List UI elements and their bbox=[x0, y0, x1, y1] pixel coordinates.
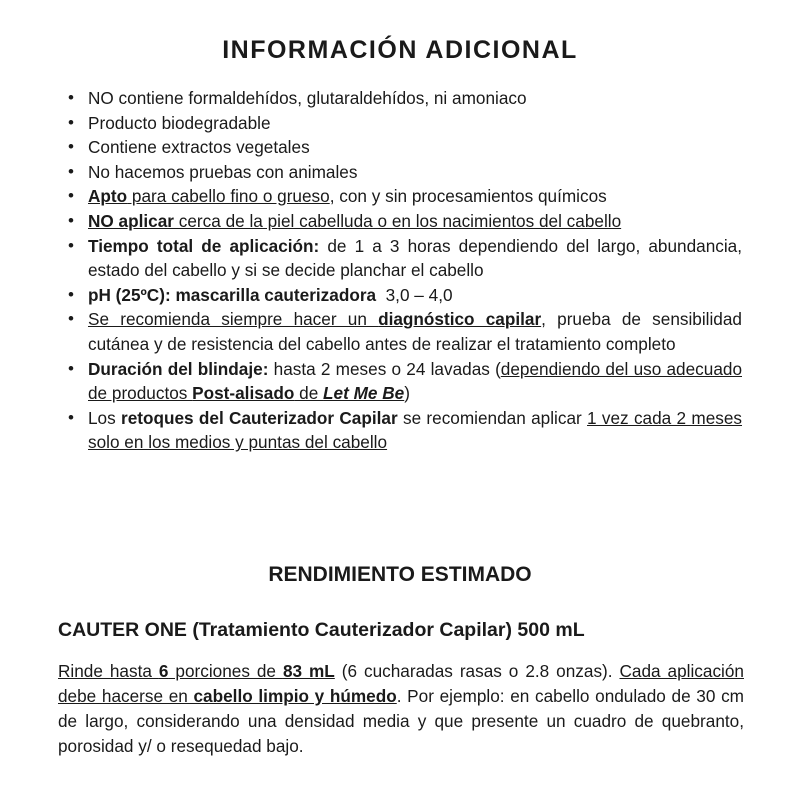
bullet-text: Contiene extractos vegetales bbox=[88, 137, 310, 158]
bold-text: diagnóstico capilar bbox=[378, 309, 542, 330]
bullet-text: Producto biodegradable bbox=[88, 112, 271, 133]
list-item bbox=[66, 234, 742, 283]
bold-text: pH (25ºC): mascarilla cauterizadora bbox=[88, 284, 377, 305]
underlined-text: de bbox=[294, 383, 324, 404]
bullet-text: se recomiendan aplicar bbox=[397, 407, 588, 428]
yield-paragraph bbox=[58, 659, 744, 759]
list-item bbox=[66, 111, 742, 136]
list-item bbox=[66, 184, 742, 209]
underlined-text: Rinde hasta bbox=[58, 661, 159, 681]
list-item bbox=[66, 307, 742, 356]
bold-text: cabello limpio y húmedo bbox=[193, 686, 397, 706]
underlined-text: Cada aplicación debe hacerse en bbox=[58, 661, 744, 706]
underlined-text: cerca de la piel cabelluda o en los nacimientos del cabello bbox=[173, 210, 622, 231]
underlined-text: para cabello fino o grueso bbox=[127, 186, 330, 207]
list-item bbox=[66, 209, 742, 234]
product-title: CAUTER ONE (Tratamiento Cauterizador Capilar) 500 mL bbox=[58, 619, 585, 641]
bold-text: 6 bbox=[158, 661, 169, 681]
underlined-text: Se recomienda siempre hacer un bbox=[88, 309, 379, 330]
additional-info-list bbox=[66, 86, 742, 455]
bullet-text: ) bbox=[404, 383, 410, 404]
bold-text: 83 mL bbox=[282, 661, 335, 681]
list-item bbox=[66, 283, 742, 308]
underlined-text: 1 vez cada 2 meses solo en los medios y puntas del cabello bbox=[88, 407, 742, 453]
bullet-text: 3,0 – 4,0 bbox=[376, 284, 453, 305]
bullet-text: de 1 a 3 horas dependiendo del largo, abundancia, estado del cabello y si se decide planchar el cabello bbox=[88, 235, 742, 281]
bold-text: retoques del Cauterizador Capilar bbox=[121, 407, 398, 428]
page-title: INFORMACIÓN ADICIONAL bbox=[222, 36, 578, 64]
bullet-text: Los bbox=[88, 407, 122, 428]
bullet-text: , con y sin procesamientos químicos bbox=[329, 186, 607, 207]
bold-text: Apto bbox=[88, 186, 128, 207]
brand-name: Let Me Be bbox=[323, 383, 405, 404]
list-item bbox=[66, 406, 742, 455]
bold-text: Duración del blindaje: bbox=[88, 358, 269, 379]
paragraph-text: (6 cucharadas rasas o 2.8 onzas). bbox=[334, 661, 620, 681]
list-item bbox=[66, 160, 742, 185]
bold-text: NO aplicar bbox=[88, 210, 174, 231]
bold-text: Post-alisado bbox=[192, 383, 295, 404]
underlined-text: dependiendo del uso adecuado de productos bbox=[88, 358, 742, 404]
list-item bbox=[66, 135, 742, 160]
underlined-text: porciones de bbox=[168, 661, 283, 681]
bullet-text: , prueba de sensibilidad cutánea y de resistencia del cabello antes de realizar el tratamiento completo bbox=[88, 309, 742, 354]
list-item bbox=[66, 357, 742, 406]
bold-text: Tiempo total de aplicación: bbox=[88, 235, 320, 256]
bullet-text: NO contiene formaldehídos, glutaraldehídos, ni amoniaco bbox=[88, 88, 527, 108]
bullet-text: No hacemos pruebas con animales bbox=[88, 161, 358, 182]
section-title: RENDIMIENTO ESTIMADO bbox=[268, 563, 532, 586]
list-item bbox=[66, 86, 742, 111]
paragraph-text: . Por ejemplo: en cabello ondulado de 30 cm de largo, considerando una densidad media y que presente un cuadro de quebranto, porosidad y/ o resequedad bajo. bbox=[58, 686, 745, 756]
bullet-text: hasta 2 meses o 24 lavadas ( bbox=[268, 358, 501, 379]
